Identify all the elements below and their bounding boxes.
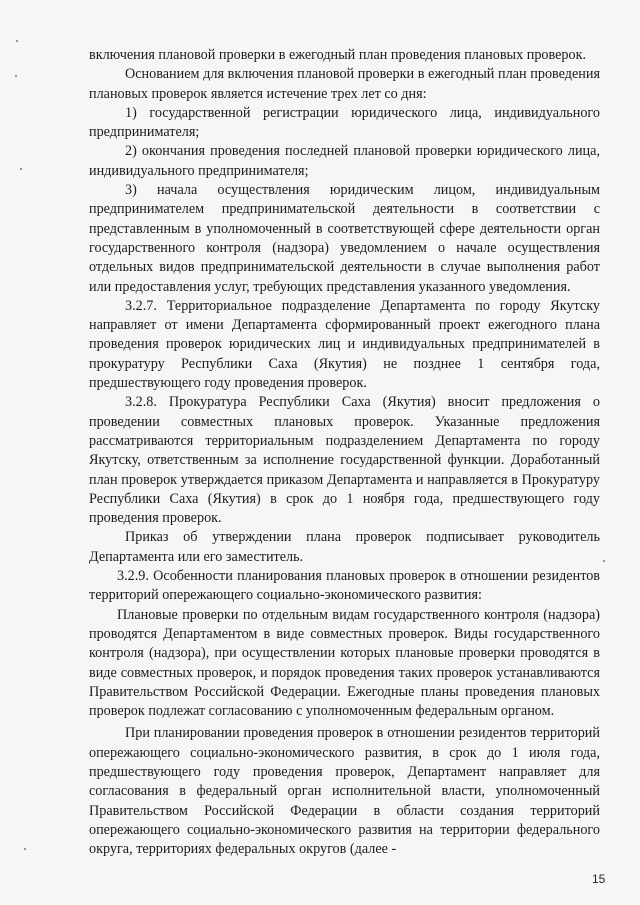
paragraph: При планировании проведения проверок в отношении резидентов территорий опережающего социально-экономического развития, в срок до 1 июля года, предшествующего году проведения проверок, Департамент направляет для согласования в федеральный орган исполнительной власти, уполномоченный Правительством Российской Федерации в области создания территорий опережающего социально-экономического развития на территории федерального округа, территориях федеральных округов (далее -: [89, 725, 600, 858]
scan-speck: [603, 560, 605, 562]
paragraph: 3.2.7. Территориальное подразделение Департамента по городу Якутску направляет от имени Департамента сформированный проект ежегодного плана проведения проверок юридических лиц и индивидуальных предпринимателей в прокуратуру Республики Саха (Якутия) не позднее 1 сентября года, предшествующего году проведения проверок.: [89, 297, 600, 392]
paragraph: включения плановой проверки в ежегодный план проведения плановых проверок.: [89, 47, 587, 63]
scan-speck: [24, 848, 26, 850]
scan-speck: [15, 75, 17, 77]
paragraph: 1) государственной регистрации юридического лица, индивидуального предпринимателя;: [89, 104, 600, 141]
paragraph: Приказ об утверждении плана проверок подписывает руководитель Департамента или его заместитель.: [89, 529, 600, 565]
paragraph: 3) начала осуществления юридическим лицом, индивидуальным предпринимателем предпринимательской деятельности в соответствии с представленным в уполномоченный в соответствующей сфере деятельности орган государственного контроля (надзора) уведомлением о начале осуществления отдельных видов предпринимательской деятельности в случае выполнения работ или предоставления услуг, требующих представления указанного уведомления.: [89, 182, 600, 295]
paragraph: 2) окончания проведения последней плановой проверки юридического лица, индивидуального предпринимателя;: [89, 143, 600, 179]
paragraph: 3.2.8. Прокуратура Республики Саха (Якутия) вносит предложения о проведении совместных плановых проверок. Указанные предложения рассматриваются территориальным подразделением Департамента по городу Якутску, ответственным за исполнение государственной функции. Доработанный план проверок утверждается приказом Департамента и направляется в Прокуратуру Республики Саха (Якутия) в срок до 1 ноября года, предшествующего году проведения проверок.: [89, 394, 600, 527]
page-number: 15: [592, 872, 606, 886]
paragraph: 3.2.9. Особенности планирования плановых проверок в отношении резидентов территорий опережающего социально-экономического развития:: [89, 568, 600, 604]
document-body: [89, 46, 600, 859]
scan-speck: [20, 168, 22, 170]
paragraph: Основанием для включения плановой проверки в ежегодный план проведения плановых проверок является истечение трех лет со дня:: [89, 66, 600, 102]
scan-speck: [16, 40, 18, 42]
paragraph: Плановые проверки по отдельным видам государственного контроля (надзора) проводятся Департаментом в виде совместных проверок. Виды государственного контроля (надзора), при осуществлении которых плановые проверки проводятся в виде совместных проверок, и порядок проведения таких проверок устанавливаются Правительством Российской Федерации. Ежегодные планы проведения плановых проверок подлежат согласованию с уполномоченным федеральным органом.: [89, 606, 600, 720]
